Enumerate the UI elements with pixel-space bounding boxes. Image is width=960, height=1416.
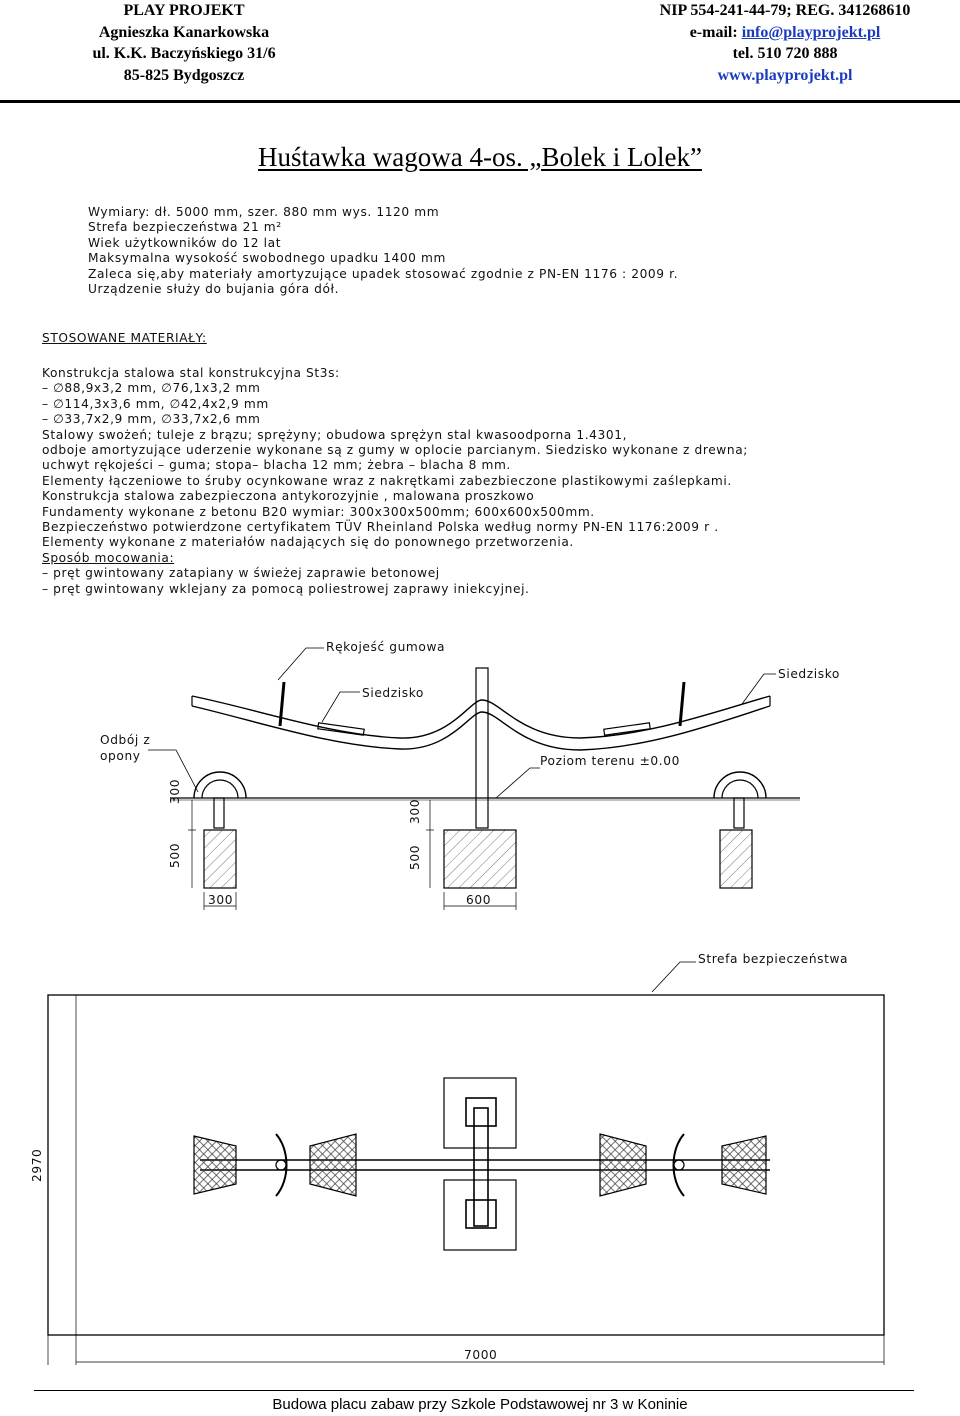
material-line: Konstrukcja stalowa zabezpieczona antykorozyjnie , malowana proszkowo bbox=[42, 489, 535, 504]
plan-view bbox=[48, 962, 884, 1365]
material-line: odboje amortyzujące uderzenie wykonane są z gumy w oplocie parcianym. Siedzisko wykonane z drewna; bbox=[42, 443, 748, 458]
material-line: uchwyt rękojeści – guma; stopa– blacha 12 mm; żebra – blacha 8 mm. bbox=[42, 458, 511, 473]
plate-bottom bbox=[444, 1180, 516, 1250]
mounting-heading: Sposób mocowania: bbox=[42, 550, 175, 565]
spec-line: Zaleca się,aby materiały amortyzujące upadek stosować zgodnie z PN-EN 1176 : 2009 r. bbox=[88, 266, 679, 281]
center-post bbox=[476, 668, 488, 828]
company-street: ul. K.K. Baczyńskiego 31/6 bbox=[92, 45, 276, 62]
company-nip: NIP 554-241-44-79; REG. 341268610 bbox=[659, 2, 911, 19]
spec-line: Wymiary: dł. 5000 mm, szer. 880 mm wys. 1120 mm bbox=[88, 205, 440, 219]
foundation-right bbox=[720, 830, 752, 888]
dim-label: 500 bbox=[408, 844, 422, 870]
foundation-center bbox=[444, 830, 516, 888]
seat-net-2 bbox=[310, 1134, 356, 1196]
material-line: – ∅114,3x3,6 mm, ∅42,4x2,9 mm bbox=[42, 396, 269, 411]
foundation-left bbox=[204, 830, 236, 888]
seat-label-right: Siedzisko bbox=[778, 667, 840, 681]
plan-width-label: 7000 bbox=[464, 1348, 498, 1362]
beam-bottom bbox=[192, 706, 770, 750]
email-link[interactable]: info@playprojekt.pl bbox=[741, 23, 881, 41]
materials-heading: STOSOWANE MATERIAŁY: bbox=[42, 331, 207, 345]
material-line: Bezpieczeństwo potwierdzone certyfikatem TÜV Rheinland Polska według normy PN-EN 1176:2009 r . bbox=[42, 520, 719, 535]
mounting-line: – pręt gwintowany zatapiany w świeżej zaprawie betonowej bbox=[42, 566, 440, 581]
spec-line: Wiek użytkowników do 12 lat bbox=[88, 235, 282, 250]
seat-net-3 bbox=[600, 1134, 646, 1196]
company-city: 85-825 Bydgoszcz bbox=[123, 66, 245, 84]
mounting-line: – pręt gwintowany wklejany za pomocą poliestrowej zaprawy iniekcyjnej. bbox=[42, 581, 530, 596]
material-line: Konstrukcja stalowa stal konstrukcyjna St3s: bbox=[42, 366, 340, 380]
page-footer: Budowa placu zabaw przy Szkole Podstawowej nr 3 w Koninie bbox=[272, 1396, 688, 1413]
website-link[interactable]: www.playprojekt.pl bbox=[717, 66, 853, 84]
elevation-view bbox=[148, 648, 800, 910]
spec-line: Strefa bezpieczeństwa 21 m² bbox=[88, 220, 282, 235]
handle-left bbox=[280, 682, 284, 726]
handle-label: Rękojeść gumowa bbox=[326, 640, 446, 654]
material-line: Elementy łączeniowe to śruby ocynkowane wraz z nakrętkami zabezbieczone plastikowymi zaślepkami. bbox=[42, 473, 732, 488]
ground-level-label: Poziom terenu ±0.00 bbox=[540, 754, 680, 768]
dim-label: 300 bbox=[208, 893, 234, 907]
material-line: Fundamenty wykonane z betonu B20 wymiar: 300x300x500mm; 600x600x500mm. bbox=[42, 504, 595, 519]
company-owner: Agnieszka Kanarkowska bbox=[98, 23, 270, 41]
seat-net-1 bbox=[194, 1136, 236, 1194]
handle-right bbox=[680, 682, 684, 726]
dim-label: 300 bbox=[168, 778, 182, 804]
company-name: PLAY PROJEKT bbox=[123, 2, 245, 19]
footer-divider bbox=[34, 1390, 914, 1391]
plan-depth-label: 2970 bbox=[30, 1148, 44, 1182]
material-line: – ∅33,7x2,9 mm, ∅33,7x2,6 mm bbox=[42, 412, 261, 427]
material-line: Stalowy swożeń; tuleje z brązu; sprężyny; obudowa sprężyn stal kwasoodporna 1.4301, bbox=[42, 427, 628, 442]
seat-label-left: Siedzisko bbox=[362, 686, 424, 700]
company-phone: tel. 510 720 888 bbox=[732, 45, 838, 62]
dim-label: 500 bbox=[168, 842, 182, 868]
spec-line: Urządzenie służy do bujania góra dół. bbox=[88, 282, 340, 297]
bumper-label: Odbój z opony bbox=[100, 733, 151, 763]
spec-line: Maksymalna wysokość swobodnego upadku 1400 mm bbox=[88, 251, 446, 266]
material-line: – ∅88,9x3,2 mm, ∅76,1x3,2 mm bbox=[42, 381, 261, 396]
safety-zone-label: Strefa bezpieczeństwa bbox=[698, 952, 849, 966]
dim-label: 600 bbox=[466, 893, 492, 907]
page-title: Huśtawka wagowa 4-os. „Bolek i Lolek” bbox=[258, 142, 702, 172]
email-label: e-mail: bbox=[689, 23, 742, 41]
plate-top bbox=[444, 1078, 516, 1148]
material-line: Elementy wykonane z materiałów nadających się do ponownego przetworzenia. bbox=[42, 535, 574, 550]
dim-label: 300 bbox=[408, 798, 422, 824]
seat-net-4 bbox=[722, 1136, 766, 1194]
